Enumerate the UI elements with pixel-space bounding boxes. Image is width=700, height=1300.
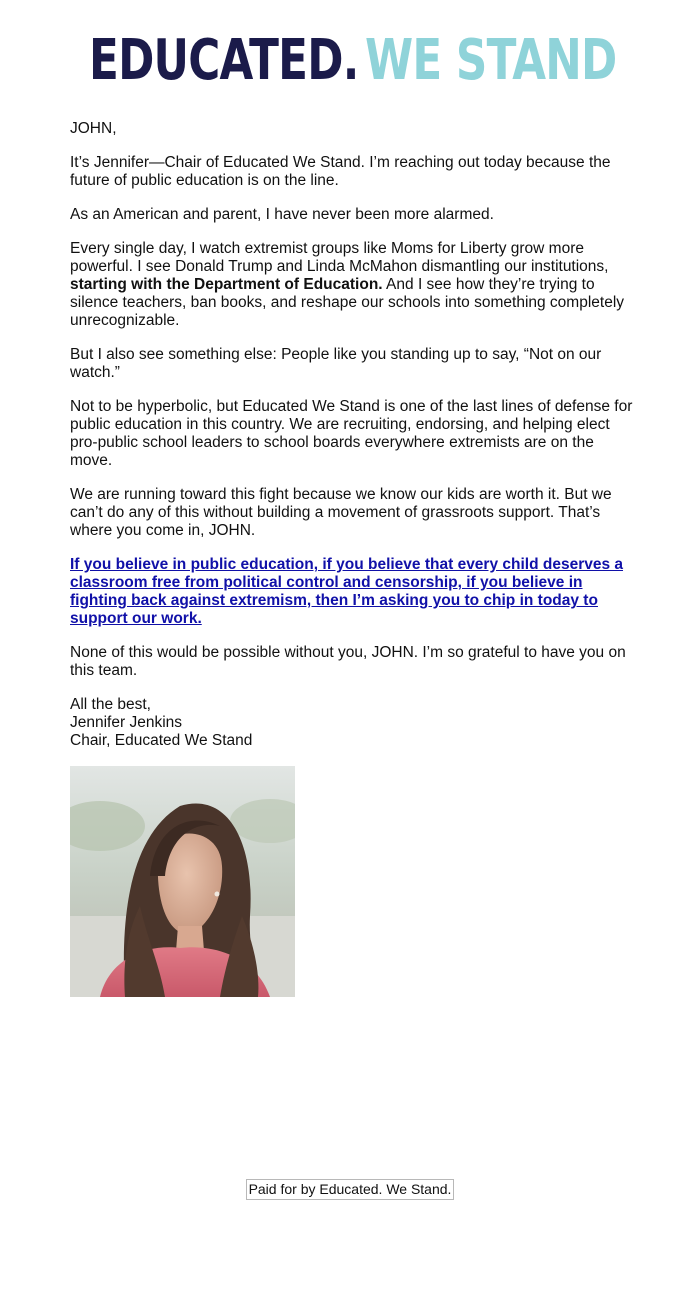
signer-photo: [70, 766, 295, 997]
paragraph-not-on-our-watch: But I also see something else: People like you standing up to say, “Not on our watch.”: [70, 346, 602, 381]
paragraph-extremists-start: Every single day, I watch extremist groups like Moms for Liberty grow more powerful. I see Donald Trump and Linda McMahon dismantling our institutions,: [70, 240, 609, 275]
paragraph-extremists-end: And I see how they’re trying to silence teachers, ban books, and reshape our schools into something completely unrecognizable.: [70, 276, 625, 329]
donate-link[interactable]: If you believe in public education, if you believe that every child deserves a classroom free from political control and censorship, if you believe in fighting back against extremism, then I’m asking you to chip in today to support our work.: [70, 556, 624, 627]
paragraph-defense: Not to be hyperbolic, but Educated We Stand is one of the last lines of defense for public education in this country. We are recruiting, endorsing, and helping elect pro-public school leaders to school boards everywhere extremists are on the move.: [70, 398, 633, 469]
paragraph-running: We are running toward this fight because we know our kids are worth it. But we can’t do any of this without building a movement of grassroots support. That’s where you come in, JOHN.: [70, 486, 612, 539]
logo-text-we-stand: WE STAND: [364, 28, 617, 93]
signer-title: Chair, Educated We Stand: [70, 732, 253, 749]
greeting: JOHN,: [70, 120, 117, 137]
paragraph-extremists-bold: starting with the Department of Education.: [70, 276, 383, 293]
signer-name: Jennifer Jenkins: [70, 714, 183, 731]
footer: [0, 1179, 700, 1200]
paragraph-extremists: [70, 240, 640, 330]
signoff: All the best,: [70, 696, 151, 713]
paid-for-disclaimer: Paid for by Educated. We Stand.: [246, 1179, 455, 1200]
paragraph-grateful: None of this would be possible without you, JOHN. I’m so grateful to have you on this team.: [70, 644, 626, 679]
signature-block: [70, 696, 640, 750]
paragraph-alarmed: As an American and parent, I have never been more alarmed.: [70, 206, 494, 223]
logo-header: [0, 26, 700, 96]
logo-text-educated: EDUCATED.: [89, 28, 359, 93]
paragraph-intro: It’s Jennifer—Chair of Educated We Stand. I’m reaching out today because the future of public education is on the line.: [70, 154, 611, 189]
paragraph-cta: [70, 556, 640, 628]
letter-body: [70, 120, 640, 766]
